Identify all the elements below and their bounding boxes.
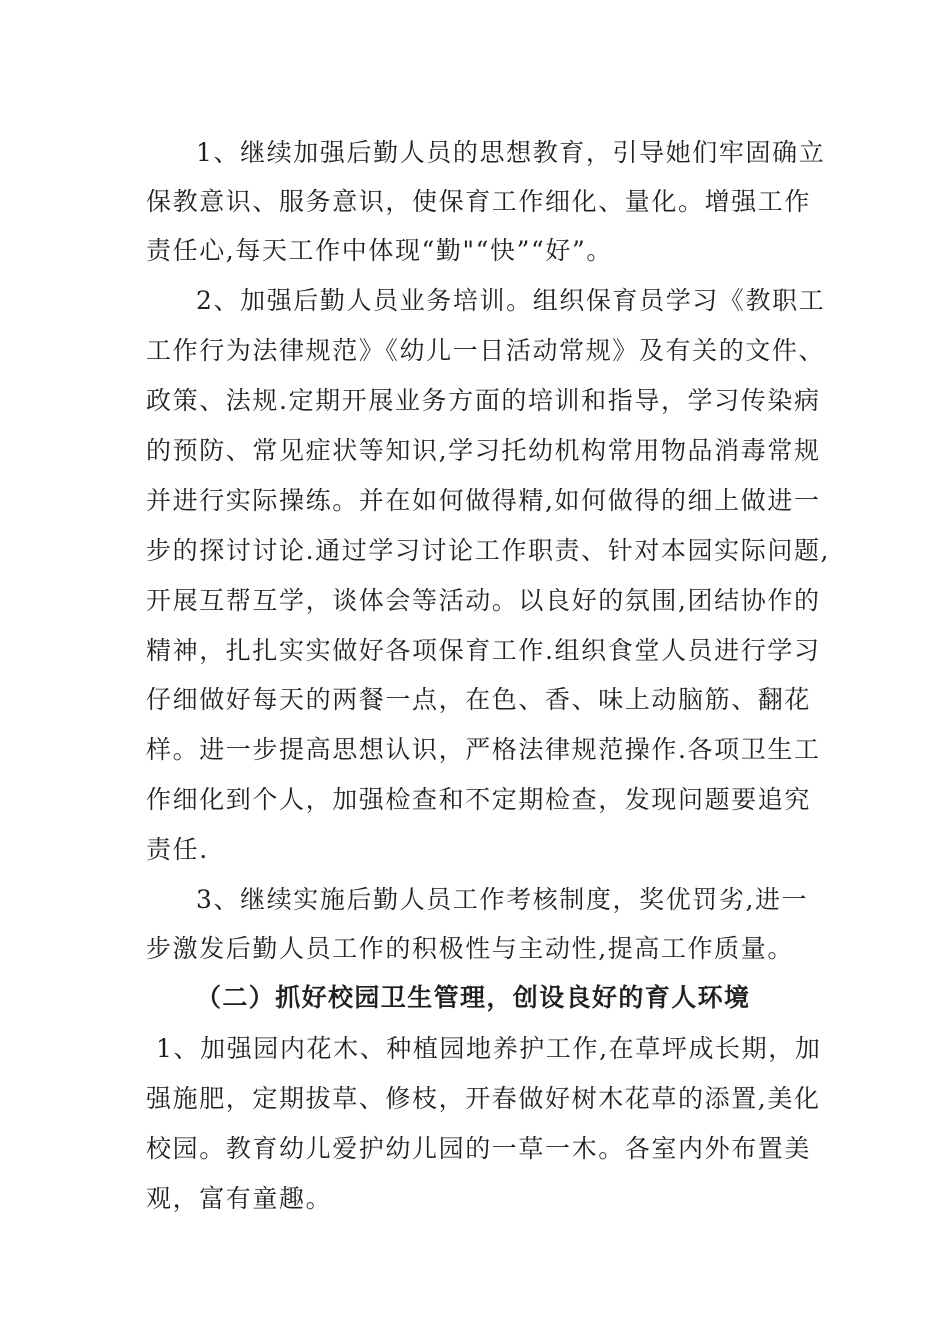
paragraph-3-line-1: 3、继续实施后勤人员工作考核制度，奖优罚劣,进一 [196,885,809,914]
paragraph-2-line-3: 政策、法规.定期开展业务方面的培训和指导，学习传染病 [146,386,821,415]
paragraph-2-line-9: 仔细做好每天的两餐一点，在色、香、味上动脑筋、翻花 [146,685,812,714]
paragraph-4-line-2: 强施肥，定期拔草、修枝，开春做好树木花草的添置,美化 [146,1084,821,1113]
paragraph-2-line-5: 并进行实际操练。并在如何做得精,如何做得的细上做进一 [146,486,821,515]
paragraph-2-line-11: 作细化到个人，加强检查和不定期检查，发现问题要追究 [146,785,812,814]
paragraph-2-line-1: 2、加强后勤人员业务培训。组织保育员学习《教职工 [196,286,826,315]
paragraph-1-line-3: 责任心,每天工作中体现“勤"“快”“好”。 [146,236,613,265]
paragraph-4-line-1: 1、加强园内花木、种植园地养护工作,在草坪成长期，加 [156,1034,822,1063]
paragraph-4-line-4: 观，富有童趣。 [146,1184,333,1213]
paragraph-2-line-4: 的预防、常见症状等知识,学习托幼机构常用物品消毒常规 [146,436,821,465]
paragraph-2-line-10: 样。进一步提高思想认识，严格法律规范操作.各项卫生工 [146,735,821,764]
paragraph-2-line-7: 开展互帮互学，谈体会等活动。以良好的氛围,团结协作的 [146,586,821,615]
section-heading: （二）抓好校园卫生管理，创设良好的育人环境 [196,983,751,1012]
paragraph-1-line-1: 1、继续加强后勤人员的思想教育，引导她们牢固确立 [196,138,826,167]
paragraph-2-line-6: 步的探讨讨论.通过学习讨论工作职责、针对本园实际问题, [146,536,831,565]
paragraph-3-line-2: 步激发后勤人员工作的积极性与主动性,提高工作质量。 [146,934,794,963]
paragraph-2-line-2: 工作行为法律规范》《幼儿一日活动常规》及有关的文件、 [146,336,826,365]
paragraph-1-line-2: 保教意识、服务意识，使保育工作细化、量化。增强工作 [146,187,812,216]
paragraph-2-line-8: 精神，扎扎实实做好各项保育工作.组织食堂人员进行学习 [146,636,821,665]
paragraph-2-line-12: 责任. [146,835,209,864]
paragraph-4-line-3: 校园。教育幼儿爱护幼儿园的一草一木。各室内外布置美 [146,1134,812,1163]
